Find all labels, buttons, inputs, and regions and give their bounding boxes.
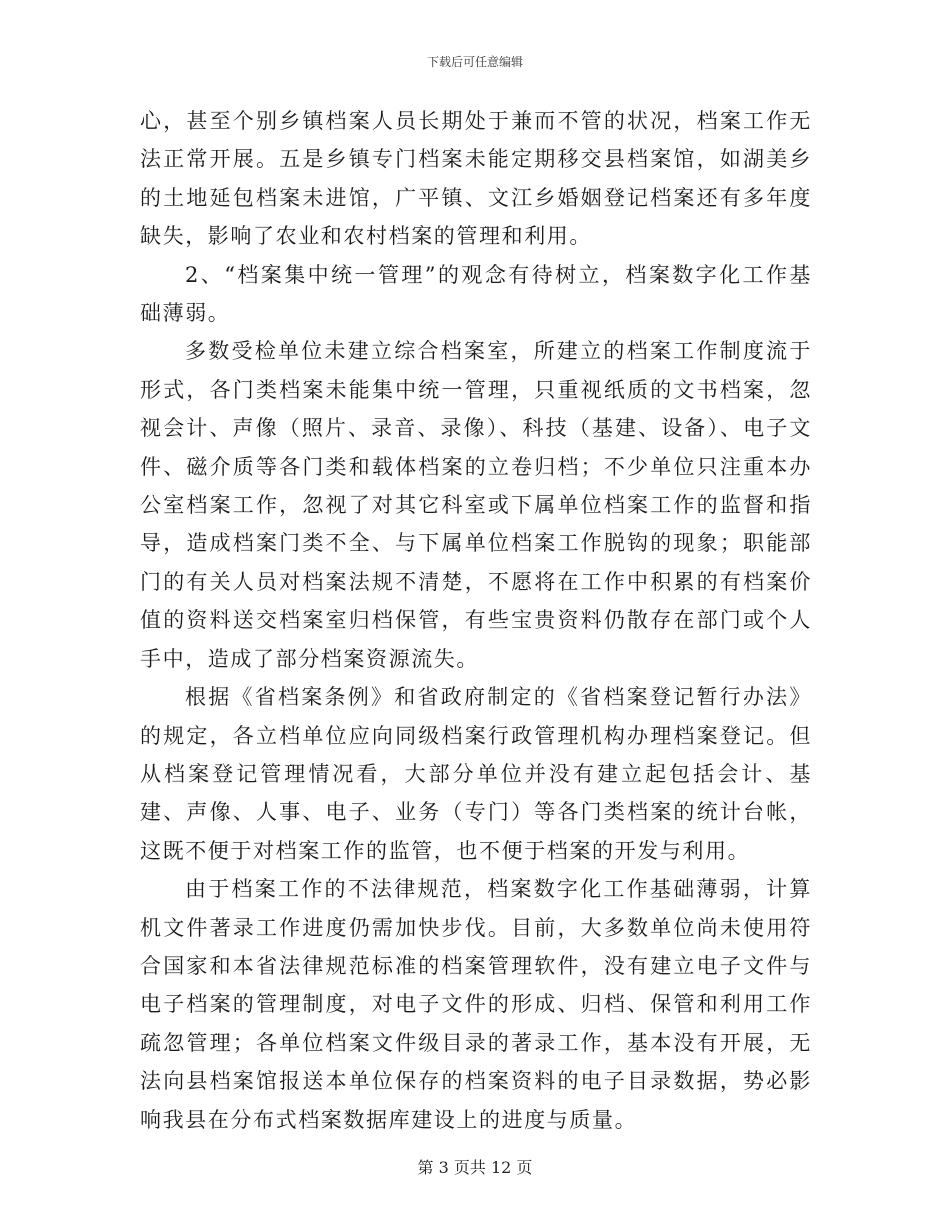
paragraph-body: 根据《省档案条例》和省政府制定的《省档案登记暂行办法》的规定，各立档单位应向同级档案行政管理机构办理档案登记。但从档案登记管理情况看，大部分单位并没有建立起包括会计、基建、声像、人事、电子、业务（专门）等各门类档案的统计台帐，这既不便于对档案工作的监管，也不便于档案的开发与利用。 [140,685,812,863]
page-header: 下载后可任意编辑 [426,55,523,69]
paragraph-continuation: 心，甚至个别乡镇档案人员长期处于兼而不管的状况，档案工作无法正常开展。五是乡镇专门档案未能定期移交县档案馆，如湖美乡的土地延包档案未进馆，广平镇、文江乡婚姻登记档案还有多年度缺失，影响了农业和农村档案的管理和利用。 [140,109,812,249]
paragraph-body: 由于档案工作的不法律规范，档案数字化工作基础薄弱，计算机文件著录工作进度仍需加快步伐。目前，大多数单位尚未使用符合国家和本省法律规范标准的档案管理软件，没有建立电子文件与电子档案的管理制度，对电子文件的形成、归档、保管和利用工作疏忽管理；各单位档案文件级目录的著录工作，基本没有开展，无法向县档案馆报送本单位保存的档案资料的电子目录数据，势必影响我县在分布式档案数据库建设上的进度与质量。 [140,877,812,1132]
paragraph-section-heading: 2、“档案集中统一管理”的观念有待树立，档案数字化工作基础薄弱。 [140,262,812,326]
page-number-footer: 第 3 页共 12 页 [417,1158,533,1177]
paragraph-body: 多数受检单位未建立综合档案室，所建立的档案工作制度流于形式，各门类档案未能集中统一管理，只重视纸质的文书档案，忽视会计、声像（照片、录音、录像）、科技（基建、设备）、电子文件、磁介质等各门类和载体档案的立卷归档；不少单位只注重本办公室档案工作，忽视了对其它科室或下属单位档案工作的监督和指导，造成档案门类不全、与下属单位档案工作脱钩的现象；职能部门的有关人员对档案法规不清楚，不愿将在工作中积累的有档案价值的资料送交档案室归档保管，有些宝贵资料仍散存在部门或个人手中，造成了部分档案资源流失。 [140,339,812,671]
document-body [140,102,812,1139]
